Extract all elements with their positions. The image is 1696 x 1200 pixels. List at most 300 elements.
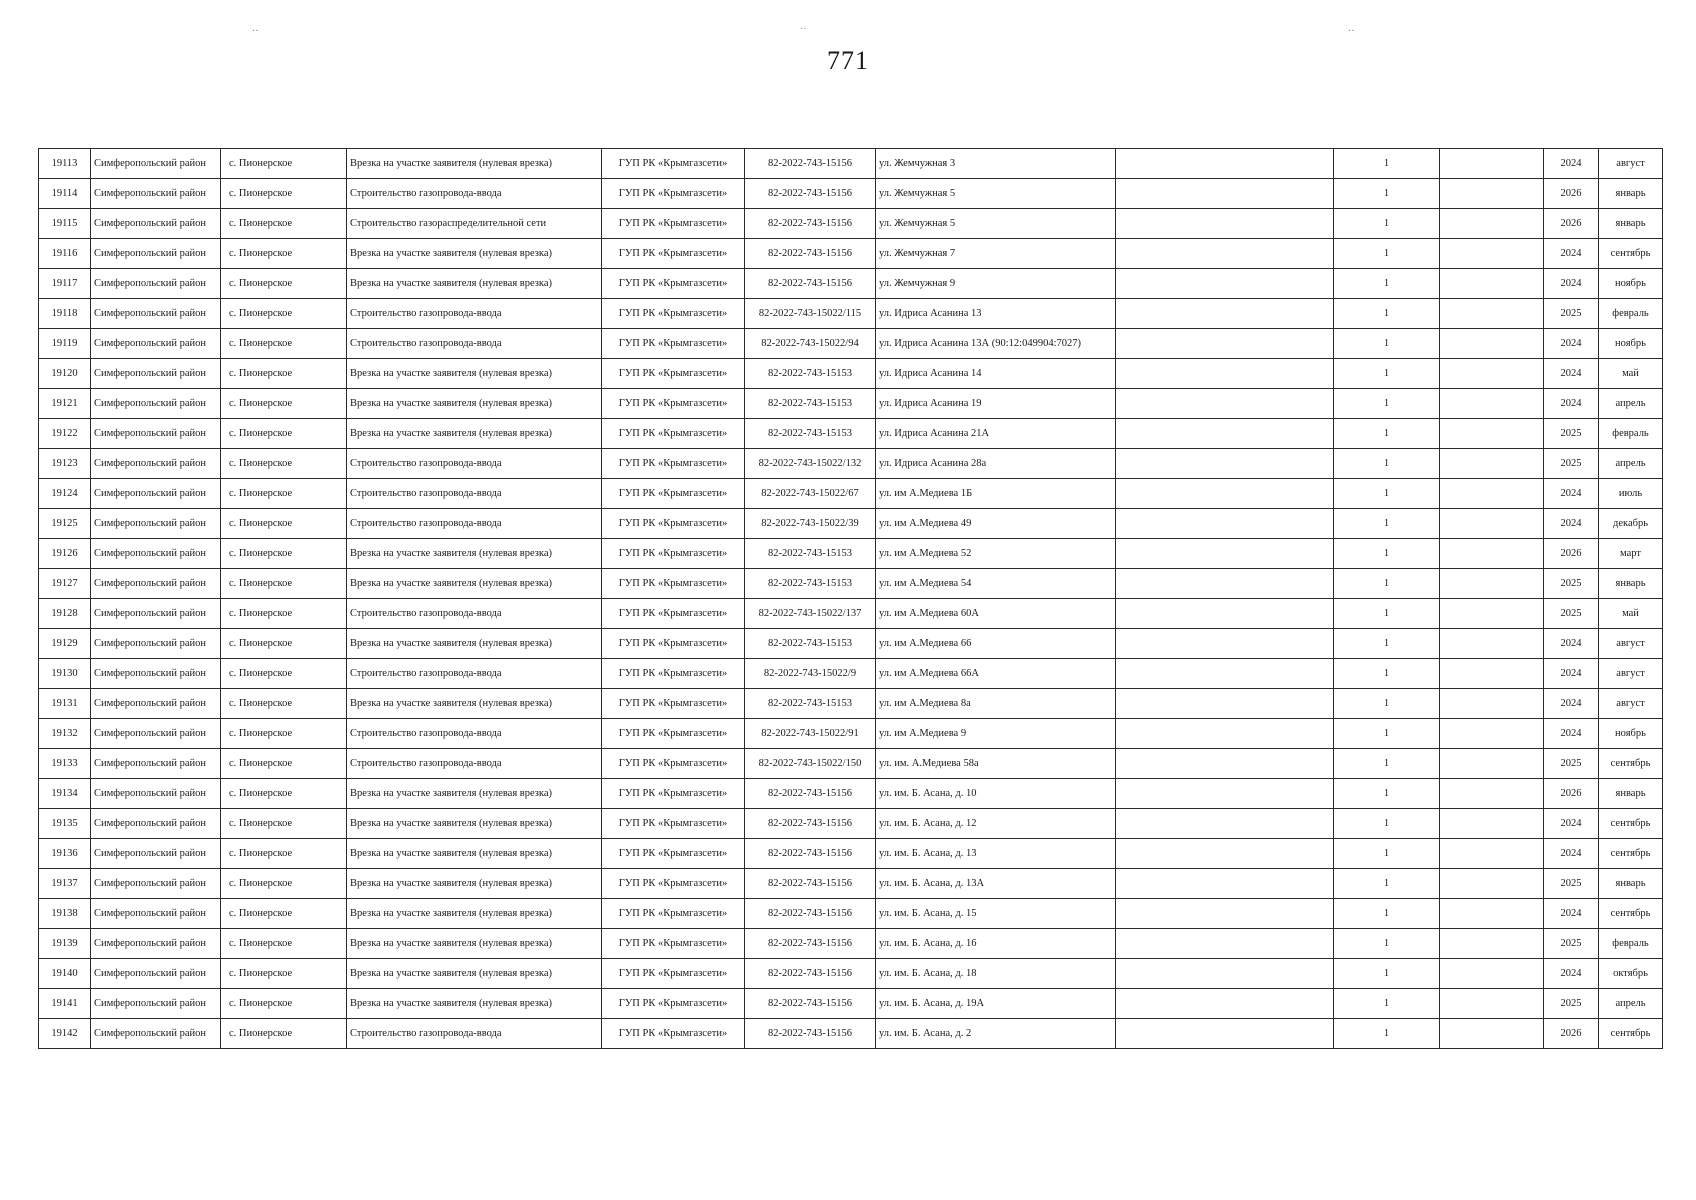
- document-number-cell: 82-2022-743-15156: [745, 839, 876, 869]
- empty-cell: [1440, 569, 1544, 599]
- settlement-cell: с. Пионерское: [221, 599, 347, 629]
- year-cell: 2025: [1544, 419, 1599, 449]
- year-cell: 2024: [1544, 719, 1599, 749]
- organization-cell: ГУП РК «Крымгазсети»: [602, 209, 745, 239]
- row-number-cell: 19121: [39, 389, 91, 419]
- month-cell: октябрь: [1599, 959, 1663, 989]
- district-cell: Симферопольский район: [91, 689, 221, 719]
- year-cell: 2024: [1544, 659, 1599, 689]
- district-cell: Симферопольский район: [91, 809, 221, 839]
- document-number-cell: 82-2022-743-15153: [745, 539, 876, 569]
- row-number-cell: 19119: [39, 329, 91, 359]
- organization-cell: ГУП РК «Крымгазсети»: [602, 329, 745, 359]
- month-cell: сентябрь: [1599, 809, 1663, 839]
- quantity-cell: 1: [1334, 899, 1440, 929]
- table-row: [39, 269, 1663, 299]
- empty-cell: [1116, 629, 1334, 659]
- district-cell: Симферопольский район: [91, 1019, 221, 1049]
- table-row: [39, 419, 1663, 449]
- empty-cell: [1440, 839, 1544, 869]
- organization-cell: ГУП РК «Крымгазсети»: [602, 389, 745, 419]
- work-type-cell: Врезка на участке заявителя (нулевая врезка): [347, 899, 602, 929]
- month-cell: апрель: [1599, 389, 1663, 419]
- settlement-cell: с. Пионерское: [221, 839, 347, 869]
- empty-cell: [1440, 599, 1544, 629]
- document-number-cell: 82-2022-743-15022/67: [745, 479, 876, 509]
- row-number-cell: 19117: [39, 269, 91, 299]
- month-cell: январь: [1599, 869, 1663, 899]
- settlement-cell: с. Пионерское: [221, 239, 347, 269]
- address-cell: ул. им А.Медиева 52: [876, 539, 1116, 569]
- address-cell: ул. им. Б. Асана, д. 19А: [876, 989, 1116, 1019]
- month-cell: май: [1599, 599, 1663, 629]
- address-cell: ул. им. Б. Асана, д. 13А: [876, 869, 1116, 899]
- empty-cell: [1440, 989, 1544, 1019]
- work-type-cell: Врезка на участке заявителя (нулевая врезка): [347, 929, 602, 959]
- empty-cell: [1440, 509, 1544, 539]
- empty-cell: [1116, 1019, 1334, 1049]
- address-cell: ул. Идриса Асанина 14: [876, 359, 1116, 389]
- empty-cell: [1116, 929, 1334, 959]
- work-type-cell: Врезка на участке заявителя (нулевая врезка): [347, 689, 602, 719]
- district-cell: Симферопольский район: [91, 299, 221, 329]
- organization-cell: ГУП РК «Крымгазсети»: [602, 479, 745, 509]
- organization-cell: ГУП РК «Крымгазсети»: [602, 749, 745, 779]
- year-cell: 2025: [1544, 449, 1599, 479]
- work-type-cell: Врезка на участке заявителя (нулевая врезка): [347, 839, 602, 869]
- table-row: [39, 149, 1663, 179]
- month-cell: ноябрь: [1599, 269, 1663, 299]
- table-row: [39, 179, 1663, 209]
- row-number-cell: 19136: [39, 839, 91, 869]
- district-cell: Симферопольский район: [91, 329, 221, 359]
- district-cell: Симферопольский район: [91, 779, 221, 809]
- address-cell: ул. Идриса Асанина 21А: [876, 419, 1116, 449]
- month-cell: август: [1599, 629, 1663, 659]
- district-cell: Симферопольский район: [91, 269, 221, 299]
- year-cell: 2024: [1544, 389, 1599, 419]
- row-number-cell: 19126: [39, 539, 91, 569]
- district-cell: Симферопольский район: [91, 989, 221, 1019]
- empty-cell: [1440, 779, 1544, 809]
- quantity-cell: 1: [1334, 809, 1440, 839]
- quantity-cell: 1: [1334, 689, 1440, 719]
- address-cell: ул. Идриса Асанина 13: [876, 299, 1116, 329]
- empty-cell: [1116, 659, 1334, 689]
- quantity-cell: 1: [1334, 299, 1440, 329]
- empty-cell: [1116, 329, 1334, 359]
- month-cell: сентябрь: [1599, 1019, 1663, 1049]
- address-cell: ул. им А.Медиева 54: [876, 569, 1116, 599]
- empty-cell: [1440, 419, 1544, 449]
- month-cell: ноябрь: [1599, 719, 1663, 749]
- document-number-cell: 82-2022-743-15156: [745, 179, 876, 209]
- address-cell: ул. Идриса Асанина 13А (90:12:049904:7027): [876, 329, 1116, 359]
- settlement-cell: с. Пионерское: [221, 959, 347, 989]
- work-type-cell: Врезка на участке заявителя (нулевая врезка): [347, 419, 602, 449]
- empty-cell: [1116, 599, 1334, 629]
- document-number-cell: 82-2022-743-15153: [745, 569, 876, 599]
- organization-cell: ГУП РК «Крымгазсети»: [602, 989, 745, 1019]
- organization-cell: ГУП РК «Крымгазсети»: [602, 689, 745, 719]
- table-row: [39, 869, 1663, 899]
- empty-cell: [1440, 359, 1544, 389]
- month-cell: февраль: [1599, 419, 1663, 449]
- organization-cell: ГУП РК «Крымгазсети»: [602, 239, 745, 269]
- organization-cell: ГУП РК «Крымгазсети»: [602, 779, 745, 809]
- registry-body: [39, 149, 1663, 1049]
- district-cell: Симферопольский район: [91, 629, 221, 659]
- document-number-cell: 82-2022-743-15022/115: [745, 299, 876, 329]
- year-cell: 2024: [1544, 239, 1599, 269]
- work-type-cell: Врезка на участке заявителя (нулевая врезка): [347, 239, 602, 269]
- empty-cell: [1116, 749, 1334, 779]
- table-row: [39, 389, 1663, 419]
- quantity-cell: 1: [1334, 479, 1440, 509]
- year-cell: 2025: [1544, 929, 1599, 959]
- district-cell: Симферопольский район: [91, 179, 221, 209]
- work-type-cell: Врезка на участке заявителя (нулевая врезка): [347, 869, 602, 899]
- row-number-cell: 19127: [39, 569, 91, 599]
- settlement-cell: с. Пионерское: [221, 749, 347, 779]
- quantity-cell: 1: [1334, 269, 1440, 299]
- district-cell: Симферопольский район: [91, 419, 221, 449]
- district-cell: Симферопольский район: [91, 599, 221, 629]
- table-row: [39, 479, 1663, 509]
- empty-cell: [1440, 179, 1544, 209]
- month-cell: декабрь: [1599, 509, 1663, 539]
- address-cell: ул. им. Б. Асана, д. 16: [876, 929, 1116, 959]
- row-number-cell: 19128: [39, 599, 91, 629]
- month-cell: сентябрь: [1599, 899, 1663, 929]
- settlement-cell: с. Пионерское: [221, 149, 347, 179]
- row-number-cell: 19116: [39, 239, 91, 269]
- month-cell: апрель: [1599, 989, 1663, 1019]
- row-number-cell: 19124: [39, 479, 91, 509]
- document-number-cell: 82-2022-743-15153: [745, 419, 876, 449]
- quantity-cell: 1: [1334, 959, 1440, 989]
- table-row: [39, 809, 1663, 839]
- quantity-cell: 1: [1334, 749, 1440, 779]
- year-cell: 2024: [1544, 509, 1599, 539]
- table-row: [39, 839, 1663, 869]
- row-number-cell: 19115: [39, 209, 91, 239]
- settlement-cell: с. Пионерское: [221, 509, 347, 539]
- month-cell: апрель: [1599, 449, 1663, 479]
- work-type-cell: Врезка на участке заявителя (нулевая врезка): [347, 149, 602, 179]
- document-number-cell: 82-2022-743-15022/150: [745, 749, 876, 779]
- quantity-cell: 1: [1334, 179, 1440, 209]
- table-row: [39, 659, 1663, 689]
- work-type-cell: Врезка на участке заявителя (нулевая врезка): [347, 389, 602, 419]
- row-number-cell: 19113: [39, 149, 91, 179]
- address-cell: ул. им. А.Медиева 58а: [876, 749, 1116, 779]
- quantity-cell: 1: [1334, 629, 1440, 659]
- quantity-cell: 1: [1334, 869, 1440, 899]
- row-number-cell: 19138: [39, 899, 91, 929]
- settlement-cell: с. Пионерское: [221, 689, 347, 719]
- scan-speck: ··: [1348, 26, 1355, 37]
- document-number-cell: 82-2022-743-15153: [745, 689, 876, 719]
- empty-cell: [1116, 509, 1334, 539]
- empty-cell: [1116, 569, 1334, 599]
- document-number-cell: 82-2022-743-15156: [745, 239, 876, 269]
- document-number-cell: 82-2022-743-15156: [745, 869, 876, 899]
- empty-cell: [1116, 179, 1334, 209]
- organization-cell: ГУП РК «Крымгазсети»: [602, 179, 745, 209]
- empty-cell: [1116, 419, 1334, 449]
- quantity-cell: 1: [1334, 359, 1440, 389]
- month-cell: февраль: [1599, 929, 1663, 959]
- year-cell: 2024: [1544, 479, 1599, 509]
- empty-cell: [1440, 209, 1544, 239]
- quantity-cell: 1: [1334, 839, 1440, 869]
- year-cell: 2024: [1544, 329, 1599, 359]
- organization-cell: ГУП РК «Крымгазсети»: [602, 509, 745, 539]
- year-cell: 2024: [1544, 629, 1599, 659]
- table-row: [39, 599, 1663, 629]
- empty-cell: [1116, 869, 1334, 899]
- address-cell: ул. Идриса Асанина 28а: [876, 449, 1116, 479]
- work-type-cell: Врезка на участке заявителя (нулевая врезка): [347, 809, 602, 839]
- year-cell: 2024: [1544, 149, 1599, 179]
- month-cell: январь: [1599, 569, 1663, 599]
- table-row: [39, 989, 1663, 1019]
- address-cell: ул. им. Б. Асана, д. 18: [876, 959, 1116, 989]
- settlement-cell: с. Пионерское: [221, 899, 347, 929]
- work-type-cell: Врезка на участке заявителя (нулевая врезка): [347, 779, 602, 809]
- year-cell: 2026: [1544, 779, 1599, 809]
- empty-cell: [1116, 839, 1334, 869]
- work-type-cell: Строительство газопровода-ввода: [347, 479, 602, 509]
- row-number-cell: 19125: [39, 509, 91, 539]
- quantity-cell: 1: [1334, 599, 1440, 629]
- document-number-cell: 82-2022-743-15156: [745, 149, 876, 179]
- year-cell: 2026: [1544, 1019, 1599, 1049]
- work-type-cell: Врезка на участке заявителя (нулевая врезка): [347, 959, 602, 989]
- district-cell: Симферопольский район: [91, 569, 221, 599]
- document-number-cell: 82-2022-743-15022/132: [745, 449, 876, 479]
- document-number-cell: 82-2022-743-15153: [745, 359, 876, 389]
- settlement-cell: с. Пионерское: [221, 539, 347, 569]
- year-cell: 2024: [1544, 959, 1599, 989]
- empty-cell: [1440, 809, 1544, 839]
- year-cell: 2025: [1544, 599, 1599, 629]
- row-number-cell: 19131: [39, 689, 91, 719]
- empty-cell: [1440, 389, 1544, 419]
- district-cell: Симферопольский район: [91, 479, 221, 509]
- year-cell: 2024: [1544, 689, 1599, 719]
- table-row: [39, 509, 1663, 539]
- empty-cell: [1440, 959, 1544, 989]
- empty-cell: [1440, 239, 1544, 269]
- district-cell: Симферопольский район: [91, 839, 221, 869]
- work-type-cell: Врезка на участке заявителя (нулевая врезка): [347, 569, 602, 599]
- settlement-cell: с. Пионерское: [221, 419, 347, 449]
- address-cell: ул. им А.Медиева 66: [876, 629, 1116, 659]
- month-cell: январь: [1599, 209, 1663, 239]
- settlement-cell: с. Пионерское: [221, 809, 347, 839]
- empty-cell: [1116, 449, 1334, 479]
- table-row: [39, 749, 1663, 779]
- year-cell: 2025: [1544, 869, 1599, 899]
- document-number-cell: 82-2022-743-15156: [745, 929, 876, 959]
- table-row: [39, 929, 1663, 959]
- document-number-cell: 82-2022-743-15022/91: [745, 719, 876, 749]
- district-cell: Симферопольский район: [91, 509, 221, 539]
- address-cell: ул. Жемчужная 3: [876, 149, 1116, 179]
- organization-cell: ГУП РК «Крымгазсети»: [602, 419, 745, 449]
- year-cell: 2026: [1544, 209, 1599, 239]
- empty-cell: [1116, 689, 1334, 719]
- settlement-cell: с. Пионерское: [221, 449, 347, 479]
- empty-cell: [1440, 659, 1544, 689]
- organization-cell: ГУП РК «Крымгазсети»: [602, 809, 745, 839]
- row-number-cell: 19134: [39, 779, 91, 809]
- month-cell: август: [1599, 659, 1663, 689]
- document-number-cell: 82-2022-743-15156: [745, 809, 876, 839]
- organization-cell: ГУП РК «Крымгазсети»: [602, 899, 745, 929]
- quantity-cell: 1: [1334, 719, 1440, 749]
- table-row: [39, 449, 1663, 479]
- month-cell: май: [1599, 359, 1663, 389]
- work-type-cell: Врезка на участке заявителя (нулевая врезка): [347, 269, 602, 299]
- year-cell: 2026: [1544, 539, 1599, 569]
- settlement-cell: с. Пионерское: [221, 389, 347, 419]
- district-cell: Симферопольский район: [91, 359, 221, 389]
- settlement-cell: с. Пионерское: [221, 569, 347, 599]
- district-cell: Симферопольский район: [91, 239, 221, 269]
- row-number-cell: 19140: [39, 959, 91, 989]
- row-number-cell: 19122: [39, 419, 91, 449]
- work-type-cell: Врезка на участке заявителя (нулевая врезка): [347, 989, 602, 1019]
- empty-cell: [1116, 959, 1334, 989]
- settlement-cell: с. Пионерское: [221, 329, 347, 359]
- document-number-cell: 82-2022-743-15156: [745, 209, 876, 239]
- table-row: [39, 359, 1663, 389]
- registry-table: [38, 148, 1663, 1049]
- month-cell: июль: [1599, 479, 1663, 509]
- empty-cell: [1440, 869, 1544, 899]
- page-number: 771: [827, 46, 869, 75]
- work-type-cell: Строительство газопровода-ввода: [347, 719, 602, 749]
- work-type-cell: Строительство газопровода-ввода: [347, 299, 602, 329]
- district-cell: Симферопольский район: [91, 659, 221, 689]
- work-type-cell: Строительство газопровода-ввода: [347, 449, 602, 479]
- address-cell: ул. Жемчужная 7: [876, 239, 1116, 269]
- work-type-cell: Строительство газопровода-ввода: [347, 659, 602, 689]
- organization-cell: ГУП РК «Крымгазсети»: [602, 269, 745, 299]
- month-cell: январь: [1599, 779, 1663, 809]
- document-number-cell: 82-2022-743-15022/94: [745, 329, 876, 359]
- district-cell: Симферопольский район: [91, 719, 221, 749]
- organization-cell: ГУП РК «Крымгазсети»: [602, 629, 745, 659]
- quantity-cell: 1: [1334, 209, 1440, 239]
- address-cell: ул. им. Б. Асана, д. 2: [876, 1019, 1116, 1049]
- document-number-cell: 82-2022-743-15156: [745, 1019, 876, 1049]
- year-cell: 2024: [1544, 269, 1599, 299]
- year-cell: 2024: [1544, 839, 1599, 869]
- quantity-cell: 1: [1334, 989, 1440, 1019]
- settlement-cell: с. Пионерское: [221, 299, 347, 329]
- empty-cell: [1116, 149, 1334, 179]
- empty-cell: [1116, 539, 1334, 569]
- district-cell: Симферопольский район: [91, 869, 221, 899]
- settlement-cell: с. Пионерское: [221, 209, 347, 239]
- empty-cell: [1440, 929, 1544, 959]
- quantity-cell: 1: [1334, 1019, 1440, 1049]
- empty-cell: [1440, 539, 1544, 569]
- row-number-cell: 19129: [39, 629, 91, 659]
- quantity-cell: 1: [1334, 239, 1440, 269]
- district-cell: Симферопольский район: [91, 389, 221, 419]
- month-cell: ноябрь: [1599, 329, 1663, 359]
- month-cell: август: [1599, 149, 1663, 179]
- settlement-cell: с. Пионерское: [221, 269, 347, 299]
- row-number-cell: 19135: [39, 809, 91, 839]
- document-number-cell: 82-2022-743-15022/137: [745, 599, 876, 629]
- row-number-cell: 19133: [39, 749, 91, 779]
- empty-cell: [1116, 239, 1334, 269]
- empty-cell: [1440, 899, 1544, 929]
- organization-cell: ГУП РК «Крымгазсети»: [602, 959, 745, 989]
- settlement-cell: с. Пионерское: [221, 989, 347, 1019]
- document-number-cell: 82-2022-743-15153: [745, 629, 876, 659]
- quantity-cell: 1: [1334, 449, 1440, 479]
- table-row: [39, 899, 1663, 929]
- organization-cell: ГУП РК «Крымгазсети»: [602, 869, 745, 899]
- organization-cell: ГУП РК «Крымгазсети»: [602, 449, 745, 479]
- address-cell: ул. им. Б. Асана, д. 10: [876, 779, 1116, 809]
- quantity-cell: 1: [1334, 509, 1440, 539]
- address-cell: ул. им А.Медиева 1Б: [876, 479, 1116, 509]
- address-cell: ул. им А.Медиева 60А: [876, 599, 1116, 629]
- settlement-cell: с. Пионерское: [221, 929, 347, 959]
- document-number-cell: 82-2022-743-15156: [745, 779, 876, 809]
- work-type-cell: Строительство газораспределительной сети: [347, 209, 602, 239]
- scan-speck: ··: [800, 24, 807, 35]
- organization-cell: ГУП РК «Крымгазсети»: [602, 599, 745, 629]
- empty-cell: [1440, 749, 1544, 779]
- table-row: [39, 209, 1663, 239]
- row-number-cell: 19141: [39, 989, 91, 1019]
- document-number-cell: 82-2022-743-15156: [745, 899, 876, 929]
- table-row: [39, 719, 1663, 749]
- year-cell: 2025: [1544, 299, 1599, 329]
- table-row: [39, 689, 1663, 719]
- quantity-cell: 1: [1334, 569, 1440, 599]
- row-number-cell: 19123: [39, 449, 91, 479]
- row-number-cell: 19137: [39, 869, 91, 899]
- quantity-cell: 1: [1334, 659, 1440, 689]
- district-cell: Симферопольский район: [91, 899, 221, 929]
- empty-cell: [1116, 899, 1334, 929]
- table-row: [39, 959, 1663, 989]
- empty-cell: [1440, 1019, 1544, 1049]
- organization-cell: ГУП РК «Крымгазсети»: [602, 929, 745, 959]
- empty-cell: [1116, 989, 1334, 1019]
- organization-cell: ГУП РК «Крымгазсети»: [602, 359, 745, 389]
- district-cell: Симферопольский район: [91, 209, 221, 239]
- document-number-cell: 82-2022-743-15153: [745, 389, 876, 419]
- settlement-cell: с. Пионерское: [221, 779, 347, 809]
- table-row: [39, 329, 1663, 359]
- address-cell: ул. им. Б. Асана, д. 13: [876, 839, 1116, 869]
- address-cell: ул. им А.Медиева 9: [876, 719, 1116, 749]
- table-row: [39, 539, 1663, 569]
- month-cell: август: [1599, 689, 1663, 719]
- year-cell: 2024: [1544, 359, 1599, 389]
